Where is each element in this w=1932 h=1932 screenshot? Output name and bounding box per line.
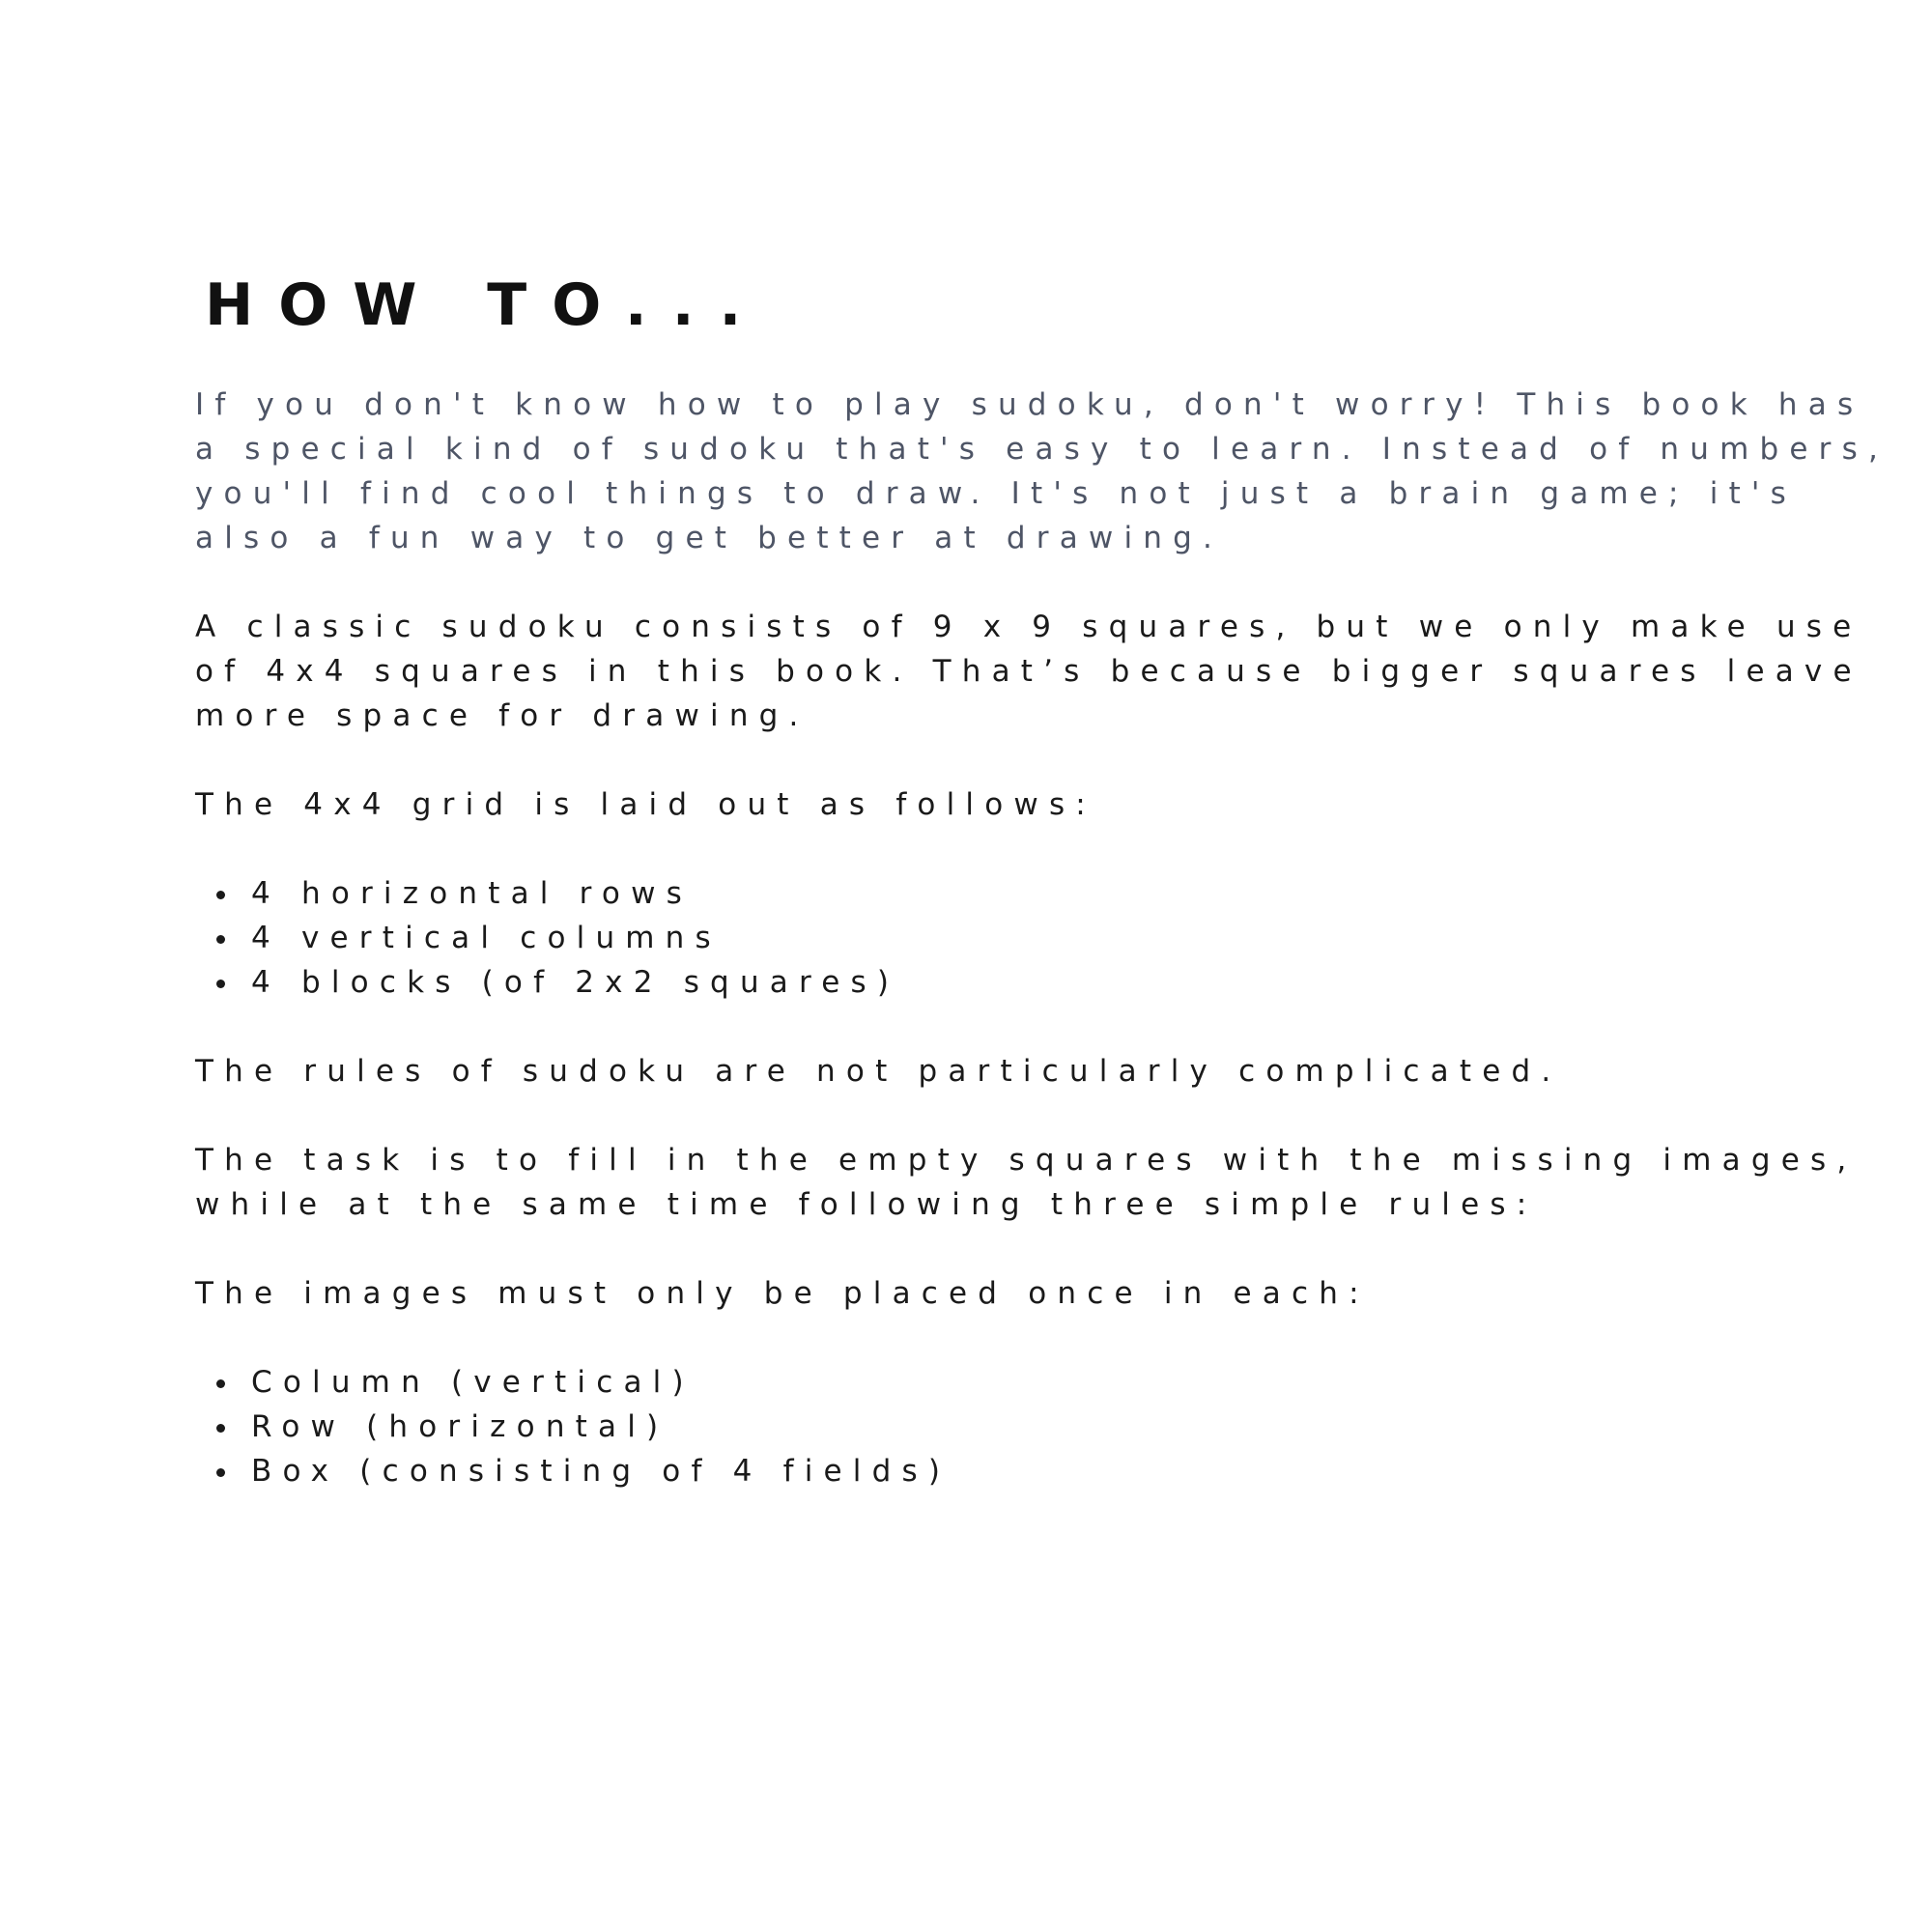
classic-sudoku-paragraph [195, 605, 1862, 738]
list-item-label: 4 horizontal rows [251, 876, 693, 911]
list-item [195, 1449, 1760, 1493]
instructions-body [195, 383, 1889, 1538]
intro-line: a special kind of sudoku that's easy to learn. Instead of numbers, [195, 432, 1889, 467]
list-item-label: Box (consisting of 4 fields) [251, 1454, 952, 1489]
classic-line: A classic sudoku consists of 9 x 9 squares, but we only make use [195, 610, 1862, 644]
list-item-label: 4 blocks (of 2x2 squares) [251, 965, 900, 1000]
list-item-label: Row (horizontal) [251, 1409, 669, 1444]
list-item-label: Column (vertical) [251, 1365, 695, 1400]
intro-line: you'll find cool things to draw. It's not just a brain game; it's [195, 476, 1797, 511]
list-item [195, 871, 1760, 916]
placement-rules-list [195, 1360, 1760, 1493]
list-item [195, 960, 1760, 1005]
rules-sentence: The rules of sudoku are not particularly complicated. [195, 1054, 1562, 1089]
bullet-icon [216, 980, 225, 988]
bullet-icon [216, 1379, 225, 1388]
intro-line: If you don't know how to play sudoku, don't worry! This book has [195, 387, 1864, 422]
list-item [195, 1405, 1760, 1449]
bullet-icon [216, 935, 225, 944]
task-line: The task is to fill in the empty squares with the missing images, [195, 1143, 1858, 1178]
page-title: HOW TO... [205, 271, 767, 339]
list-item [195, 1360, 1760, 1405]
task-line: while at the same time following three simple rules: [195, 1187, 1538, 1222]
intro-line: also a fun way to get better at drawing. [195, 521, 1224, 555]
task-paragraph [195, 1138, 1858, 1227]
intro-paragraph [195, 383, 1889, 560]
bullet-icon [216, 1468, 225, 1477]
placement-intro-text: The images must only be placed once in each: [195, 1276, 1370, 1311]
bullet-icon [216, 1424, 225, 1433]
grid-layout-list [195, 871, 1760, 1005]
classic-line: of 4x4 squares in this book. That’s because bigger squares leave [195, 654, 1862, 689]
list-item [195, 916, 1760, 960]
grid-intro-text: The 4x4 grid is laid out as follows: [195, 787, 1096, 822]
bullet-icon [216, 891, 225, 899]
classic-line: more space for drawing. [195, 698, 810, 733]
list-item-label: 4 vertical columns [251, 921, 722, 955]
